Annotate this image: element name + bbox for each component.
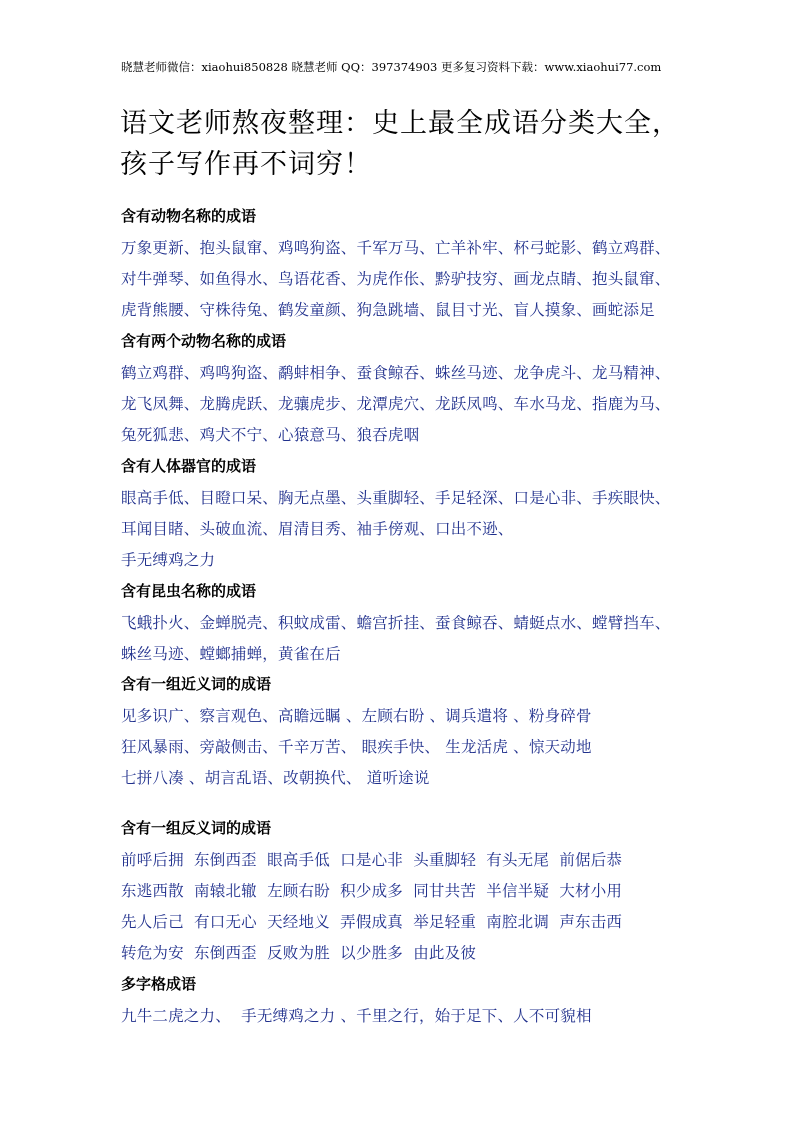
idiom-line: 蛛丝马迹、螳螂捕蝉，黄雀在后: [121, 645, 341, 663]
section-heading-insect-idioms: 含有昆虫名称的成语: [121, 582, 257, 600]
idiom-line: 七拼八凑 、胡言乱语、改朝换代、 道听途说: [121, 769, 430, 787]
section-heading-multi-character-idioms: 多字格成语: [121, 975, 197, 993]
idiom-line: 对牛弹琴、如鱼得水、鸟语花香、为虎作伥、黔驴技穷、画龙点睛、抱头鼠窜、: [121, 270, 671, 288]
idiom-line: 飞蛾扑火、金蝉脱壳、积蚊成雷、蟾宫折挂、蚕食鲸吞、蜻蜓点水、螳臂挡车、: [121, 614, 671, 632]
idiom-line: 转危为安 东倒西歪 反败为胜 以少胜多 由此及彼: [121, 944, 477, 962]
idiom-line: 眼高手低、目瞪口呆、胸无点墨、头重脚轻、手足轻深、口是心非、手疾眼快、: [121, 489, 671, 507]
idiom-line: 见多识广、察言观色、高瞻远瞩 、左顾右盼 、调兵遣将 、粉身碎骨: [121, 707, 592, 725]
idiom-line: 虎背熊腰、守株待兔、鹤发童颜、狗急跳墙、鼠目寸光、盲人摸象、画蛇添足: [121, 301, 655, 319]
idiom-line: 狂风暴雨、旁敲侧击、千辛万苦、 眼疾手快、 生龙活虎 、惊天动地: [121, 738, 592, 756]
section-heading-body-organ-idioms: 含有人体器官的成语: [121, 457, 257, 475]
idiom-line: 先人后己 有口无心 天经地义 弄假成真 举足轻重 南腔北调 声东击西: [121, 913, 623, 931]
idiom-line: 东逃西散 南辕北辙 左顾右盼 积少成多 同甘共苦 半信半疑 大材小用: [121, 882, 623, 900]
idiom-line: 九牛二虎之力、 手无缚鸡之力 、千里之行，始于足下、人不可貌相: [121, 1007, 592, 1025]
idiom-line: 耳闻目睹、头破血流、眉清目秀、袖手傍观、口出不逊、: [121, 520, 514, 538]
page-header-contact: 晓慧老师微信：xiaohui850828 晓慧老师 QQ：397374903 更多复习资料下载：www.xiaohui77.com: [121, 60, 662, 74]
idiom-line: 手无缚鸡之力: [121, 551, 216, 569]
idiom-line: 前呼后拥 东倒西歪 眼高手低 口是心非 头重脚轻 有头无尾 前倨后恭: [121, 851, 623, 869]
section-heading-antonym-idioms: 含有一组反义词的成语: [121, 819, 272, 837]
section-heading-two-animal-idioms: 含有两个动物名称的成语: [121, 332, 287, 350]
idiom-line: 鹤立鸡群、鸡鸣狗盗、鹬蚌相争、蚕食鲸吞、蛛丝马迹、龙争虎斗、龙马精神、: [121, 364, 671, 382]
document-title-line-2: 孩子写作再不词穷！: [120, 149, 372, 180]
section-heading-animal-idioms: 含有动物名称的成语: [121, 207, 257, 225]
idiom-line: 龙飞凤舞、龙腾虎跃、龙骧虎步、龙潭虎穴、龙跃凤鸣、车水马龙、指鹿为马、: [121, 395, 671, 413]
idiom-line: 万象更新、抱头鼠窜、鸡鸣狗盗、千军万马、亡羊补牢、杯弓蛇影、鹤立鸡群、: [121, 239, 671, 257]
document-title-line-1: 语文老师熬夜整理：史上最全成语分类大全，: [120, 108, 680, 139]
idiom-line: 兔死狐悲、鸡犬不宁、心猿意马、狼吞虎咽: [121, 426, 420, 444]
section-heading-synonym-idioms: 含有一组近义词的成语: [121, 675, 272, 693]
